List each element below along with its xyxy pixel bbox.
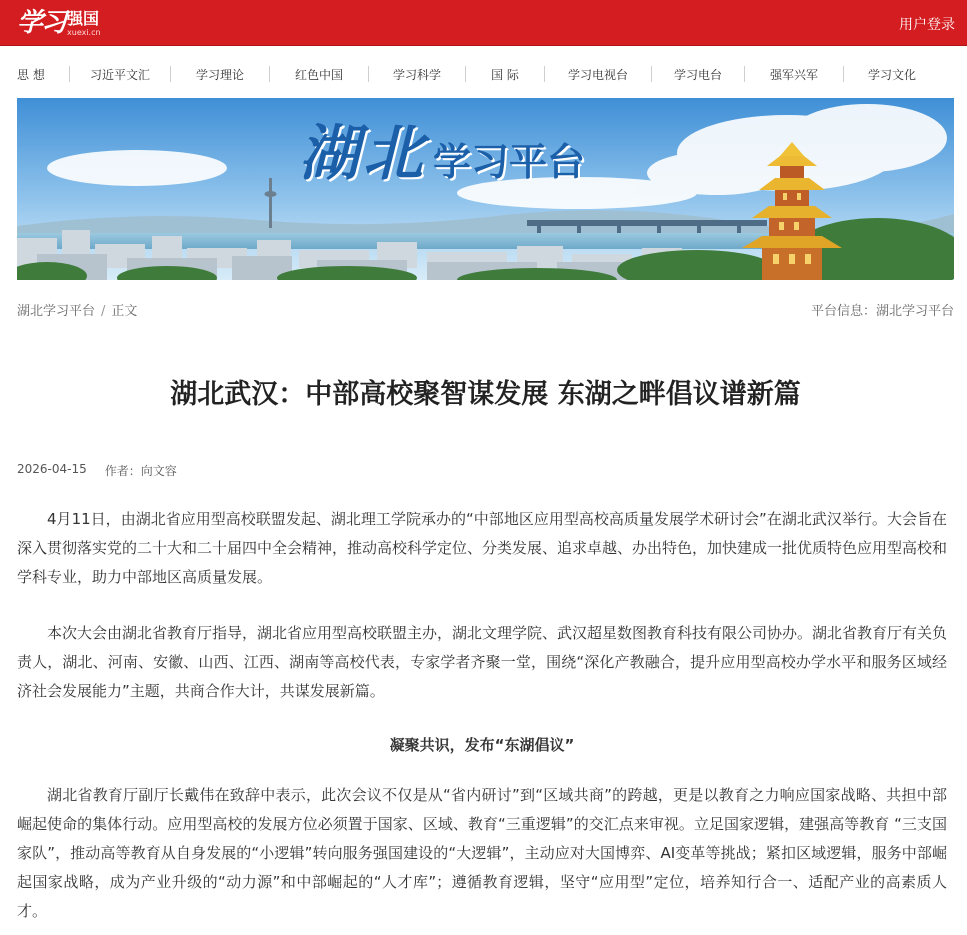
logo-name: 强国 bbox=[67, 8, 100, 28]
nav-item-international[interactable]: 国 际 bbox=[491, 67, 519, 82]
user-login-link[interactable]: 用户登录 bbox=[899, 17, 955, 33]
breadcrumb-home-link[interactable]: 湖北学习平台 bbox=[17, 304, 96, 319]
hubei-platform-banner[interactable] bbox=[17, 98, 954, 280]
top-header bbox=[0, 0, 967, 46]
nav-item-radio[interactable]: 学习电台 bbox=[673, 67, 722, 82]
nav-item-xi-collection[interactable]: 习近平文汇 bbox=[89, 67, 150, 82]
logo-domain: xuexi.cn bbox=[67, 27, 101, 37]
logo-text-group bbox=[67, 10, 101, 37]
nav-item-thought[interactable]: 思 想 bbox=[17, 67, 45, 82]
nav-item-red-china[interactable]: 红色中国 bbox=[294, 67, 343, 82]
xuexi-logo[interactable] bbox=[17, 3, 121, 43]
breadcrumb-separator: / bbox=[101, 304, 106, 319]
nav-item-science[interactable]: 学习科学 bbox=[392, 67, 441, 82]
article-author: 作者：向文容 bbox=[104, 464, 177, 478]
article-subheading: 凝聚共识，发布“东湖倡议” bbox=[389, 736, 575, 754]
banner-title-platform: 学习平台 bbox=[433, 139, 586, 184]
platform-info: 平台信息：湖北学习平台 bbox=[810, 304, 954, 319]
nav-item-tv[interactable]: 学习电视台 bbox=[567, 67, 628, 82]
logo-mark: 学习 bbox=[17, 8, 66, 38]
nav-item-theory[interactable]: 学习理论 bbox=[195, 67, 244, 82]
breadcrumb-current: 正文 bbox=[111, 304, 138, 319]
nav-item-military[interactable]: 强军兴军 bbox=[769, 67, 818, 82]
banner-title-hubei: 湖北 bbox=[299, 119, 427, 189]
article-paragraph: 本次大会由湖北省教育厅指导，湖北省应用型高校联盟主办，湖北文理学院、武汉超星数图教育科技有限公司协办。湖北省教育厅有关负责人，湖北、河南、安徽、山西、江西、湖南等高校代表，专家学者齐聚一堂，围绕“深化产教融合，提升应用型高校办学水平和服务区域经济社会发展能力”主题，共商合作大计，共谋发展新篇。 bbox=[17, 624, 948, 700]
article-meta bbox=[17, 462, 177, 479]
breadcrumb bbox=[17, 300, 137, 319]
article-paragraph: 4月11日，由湖北省应用型高校联盟发起、湖北理工学院承办的“中部地区应用型高校高质量发展学术研讨会”在湖北武汉举行。大会旨在深入贯彻落实党的二十大和二十届四中全会精神，推动高校科学定位、分类发展、追求卓越、办出特色，加快建成一批优质特色应用型高校和学科专业，助力中部地区高质量发展。 bbox=[17, 510, 948, 586]
article-date: 2026-04-15 bbox=[17, 462, 87, 476]
main-nav bbox=[0, 58, 967, 90]
article-body bbox=[17, 505, 947, 935]
banner-title bbox=[299, 119, 586, 189]
article-paragraph: 湖北省教育厅副厅长戴伟在致辞中表示，此次会议不仅是从“省内研讨”到“区域共商”的跨越，更是以教育之力响应国家战略、共担中部崛起使命的集体行动。应用型高校的发展方位必须置于国家、区域、教育“三重逻辑”的交汇点来审视。立足国家逻辑，建强高等教育 “三支国家队”，推动高等教育从自身发展的“小逻辑”转向服务强国建设的“大逻辑”，主动应对大国博弈、AI变革等挑战；紧扣区域逻辑，服务中部崛起国家战略，成为产业升级的“动力源”和中部崛起的“人才库”；遵循教育逻辑，坚守“应用型”定位，培养知行合一、适配产业的高素质人才。 bbox=[17, 786, 947, 920]
article-title: 湖北武汉：中部高校聚智谋发展 东湖之畔倡议谱新篇 bbox=[170, 379, 801, 410]
nav-item-culture[interactable]: 学习文化 bbox=[867, 67, 916, 82]
